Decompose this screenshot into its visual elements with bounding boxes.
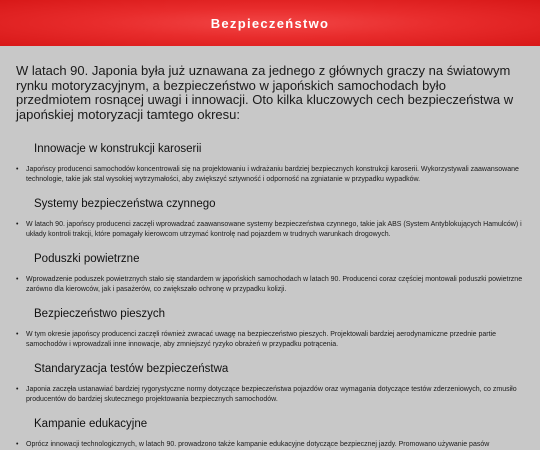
bullet-icon: • [16,221,19,228]
intro-paragraph: W latach 90. Japonia była już uznawana za jednego z głównych graczy na światowym rynku motoryzacyjnym, a bezpieczeństwo w japońskich samochodach było przedmiotem rosnącej uwagi i innowacji. Oto kilka kluczowych cech bezpieczeństwa w japońskiej motoryzacji tamtego okresu: [16,63,514,122]
list-item [16,330,524,350]
list-item [16,275,524,295]
list-item [16,440,524,450]
bullet-icon: • [16,166,19,173]
page-title: Bezpieczeństwo [210,15,330,31]
list-item-text: Oprócz innowacji technologicznych, w latach 90. prowadzono także kampanie edukacyjne dotyczące bezpiecznej jazdy. Promowano używanie pasów [26,441,490,448]
section-bullet-list [16,330,524,350]
section [16,244,524,295]
list-item-text: Japonia zaczęła ustanawiać bardziej rygorystyczne normy dotyczące bezpieczeństwa pojazdów oraz wymagania dotyczące testów zderzeniowych, co zmusiło producentów do bardziej skutecznego projektowania bezpiecznych samochodów. [26,386,517,403]
bullet-icon: • [16,331,19,338]
list-item-text: W tym okresie japońscy producenci zaczęli również zwracać uwagę na bezpieczeństwo pieszych. Projektowali bardziej aerodynamiczne przednie partie samochodów i wprowadzali inne innowacje, aby zmniejszyć ryzyko obrażeń w przypadku potrącenia. [26,331,497,348]
section-heading: Bezpieczeństwo pieszych [34,308,166,320]
section-heading: Innowacje w konstrukcji karoserii [34,143,202,155]
bullet-icon: • [16,386,19,393]
section-heading: Systemy bezpieczeństwa czynnego [34,198,216,210]
list-item-text: Wprowadzenie poduszek powietrznych stało się standardem w japońskich samochodach w latach 90. Producenci coraz częściej montowali poduszki powietrzne zarówno dla kierowców, jak i pasażerów, co zwiększało ochronę w przypadku kolizji. [26,276,523,293]
list-item-text: W latach 90. japońscy producenci zaczęli wprowadzać zaawansowane systemy bezpieczeństwa czynnego, takie jak ABS (System Antyblokujących Hamulców) i układy kontroli trakcji, które pomagały kierowcom utrzymać kontrolę nad pojazdem w trudnych warunkach drogowych. [26,221,522,238]
sections-list [16,134,524,450]
section-heading: Kampanie edukacyjne [34,418,148,430]
section-heading: Standaryzacja testów bezpieczeństwa [34,363,229,375]
section-heading: Poduszki powietrzne [34,253,140,265]
bullet-icon: • [16,276,19,283]
section [16,299,524,350]
section [16,134,524,185]
section [16,409,524,450]
section-bullet-list [16,440,524,450]
list-item-text: Japońscy producenci samochodów koncentrowali się na projektowaniu i wdrażaniu bardziej bezpiecznych konstrukcji karoserii. Wykorzystywali zaawansowane technologie, takie jak stal wysokiej wytrzymałości, aby zwiększyć sztywność i odporność na zgniatanie w przypadku wypadków. [26,166,519,183]
section [16,354,524,405]
section-bullet-list [16,165,524,185]
section-bullet-list [16,275,524,295]
main-content [0,46,540,450]
list-item [16,165,524,185]
list-item [16,220,524,240]
page-header [0,0,540,46]
section-bullet-list [16,220,524,240]
section-bullet-list [16,385,524,405]
section [16,189,524,240]
list-item [16,385,524,405]
bullet-icon: • [16,441,19,448]
